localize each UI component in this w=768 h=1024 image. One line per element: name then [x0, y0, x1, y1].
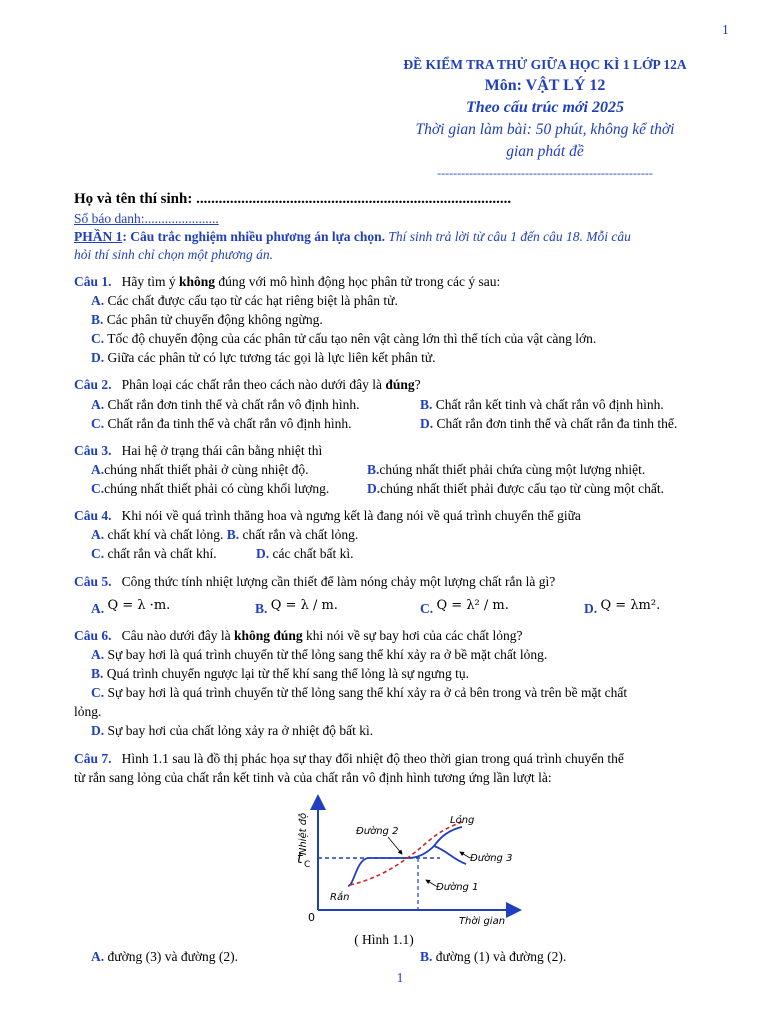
curve-3-pointer	[460, 852, 470, 858]
option-text: đường (1) và đường (2).	[435, 949, 567, 964]
option-text: các chất bất kì.	[272, 546, 354, 561]
option-letter: C.	[91, 685, 105, 700]
option-text: chất rắn và chất lỏng.	[242, 527, 359, 542]
option-letter: B.	[91, 666, 104, 681]
origin-label: 0	[308, 911, 315, 924]
curve-3-label: Đường 3	[470, 853, 513, 864]
page-number-top: 1	[722, 22, 729, 37]
option-text: Các chất được cấu tạo từ các hạt riêng biệt là phân tử.	[107, 293, 398, 308]
q5-option-b	[255, 596, 338, 615]
option-letter: D.	[91, 350, 105, 365]
q2-text-b: ?	[414, 377, 421, 392]
q4-option-d	[256, 545, 353, 563]
phase-change-diagram	[290, 790, 530, 930]
exam-time-line1: Thời gian làm bài: 50 phút, không kể thời	[415, 121, 675, 138]
question-3	[74, 442, 322, 460]
q4-options-ab	[91, 526, 358, 544]
option-letter: A.	[91, 462, 105, 477]
option-letter: D.	[91, 723, 105, 738]
q1-option-b	[91, 311, 323, 329]
q1-option-c	[91, 330, 596, 348]
q3-label: Câu 3.	[74, 443, 112, 458]
q4-option-c	[91, 545, 217, 563]
q6-option-c	[91, 684, 627, 702]
tc-subscript: C	[304, 860, 311, 870]
option-text: Tốc độ chuyển động của các phân tử cấu tạo nên vật càng lớn thì thể tích của vật càng lớn.	[107, 331, 597, 346]
q2-label: Câu 2.	[74, 377, 112, 392]
option-letter: B.	[420, 397, 433, 412]
option-letter: A.	[91, 647, 105, 662]
q1-text-a: Hãy tìm ý	[121, 274, 180, 289]
q4-label: Câu 4.	[74, 508, 112, 523]
tc-label: t	[297, 851, 303, 867]
q2-text-bold: đúng	[385, 377, 415, 392]
q2-option-a	[91, 396, 359, 414]
q6-label: Câu 6.	[74, 628, 112, 643]
q6-option-c-cont: lỏng.	[74, 704, 102, 719]
q1-option-d	[91, 349, 436, 367]
question-6	[74, 627, 523, 645]
option-letter: C.	[420, 601, 434, 616]
option-text: chất rắn và chất khí.	[107, 546, 217, 561]
exam-title: ĐỀ KIỂM TRA THỬ GIỮA HỌC KÌ 1 LỚP 12A	[403, 57, 687, 72]
option-text: Các phân tử chuyển động không ngừng.	[106, 312, 323, 327]
q7-option-a	[91, 948, 238, 966]
formula: Q = λ ·m.	[107, 598, 171, 613]
option-letter: D.	[420, 416, 434, 431]
part1-instruction-2: hỏi thí sinh chỉ chọn một phương án.	[74, 247, 274, 262]
q5-option-a	[91, 596, 170, 615]
q2-option-c	[91, 415, 352, 433]
part1-instruction-1: Thí sinh trả lời từ câu 1 đến câu 18. Mỗi câu	[384, 229, 631, 244]
option-text: Chất rắn kết tinh và chất rắn vô định hình.	[435, 397, 664, 412]
student-id-field: Số báo danh:......................	[74, 211, 219, 226]
option-text: Chất rắn đơn tinh thể và chất rắn đa tinh thể.	[436, 416, 678, 431]
question-4	[74, 507, 581, 525]
page-number-bottom: 1	[396, 970, 404, 985]
option-letter: B.	[226, 527, 240, 542]
option-text: đường (3) và đường (2).	[107, 949, 239, 964]
part1-label: PHẦN 1	[74, 229, 123, 244]
q1-text-b: đúng với mô hình động học phân tử trong các ý sau:	[215, 274, 501, 289]
q6-option-b	[91, 665, 469, 683]
formula: Q = λm².	[600, 598, 661, 613]
option-text: chúng nhất thiết phải được cấu tạo từ cùng một chất.	[380, 481, 664, 496]
option-text: Sự bay hơi là quá trình chuyển từ thể lỏng sang thể khí xảy ra ở cả bên trong và trên bề mặt chất	[107, 685, 628, 700]
option-letter: D.	[367, 481, 381, 496]
q5-option-c	[420, 596, 509, 615]
q5-option-d	[584, 596, 660, 615]
solid-label: Rắn	[330, 892, 350, 903]
curve-1-label: Đường 1	[436, 882, 479, 893]
option-text: Sự bay hơi là quá trình chuyển từ thể lỏng sang thể khí xảy ra ở bề mặt chất lỏng.	[107, 647, 548, 662]
x-axis-label: Thời gian	[458, 916, 506, 927]
q2-option-b	[420, 396, 664, 414]
option-letter: D.	[256, 546, 270, 561]
q1-text-bold: không	[179, 274, 216, 289]
q5-label: Câu 5.	[74, 574, 112, 589]
option-text: chúng nhất thiết phải ở cùng nhiệt độ.	[104, 462, 309, 477]
option-letter: A.	[91, 601, 105, 616]
option-text: Quá trình chuyển ngược lại từ thể khí sang thể lỏng là sự ngưng tụ.	[106, 666, 469, 681]
curve-3	[434, 846, 466, 864]
option-letter: A.	[91, 397, 105, 412]
formula: Q = λ / m.	[270, 598, 338, 613]
q7-text-1: Hình 1.1 sau là đồ thị phác họa sự thay đổi nhiệt độ theo thời gian trong quá trình chuyển thể	[121, 751, 624, 766]
q6-text-b: khi nói về sự bay hơi của các chất lỏng?	[302, 628, 523, 643]
option-text: chúng nhất thiết phải chứa cùng một lượng nhiệt.	[379, 462, 646, 477]
question-7	[74, 750, 624, 768]
option-letter: B.	[255, 601, 268, 616]
option-letter: B.	[91, 312, 104, 327]
part1-heading	[74, 228, 631, 246]
exam-subject: Môn: VẬT LÝ 12	[484, 77, 606, 94]
q3-option-d	[367, 480, 664, 498]
option-letter: C.	[91, 416, 105, 431]
option-text: Sự bay hơi của chất lỏng xảy ra ở nhiệt độ bất kì.	[107, 723, 374, 738]
q4-text: Khi nói về quá trình thăng hoa và ngưng kết là đang nói về quá trình chuyển thể giữa	[121, 508, 581, 523]
option-text: Chất rắn đơn tinh thể và chất rắn vô định hình.	[107, 397, 360, 412]
option-letter: C.	[91, 331, 105, 346]
option-letter: B.	[420, 949, 433, 964]
q6-option-a	[91, 646, 547, 664]
option-text: chúng nhất thiết phải có cùng khối lượng.	[104, 481, 330, 496]
q3-option-a	[91, 461, 308, 479]
q3-option-c	[91, 480, 329, 498]
option-text: Giữa các phân tử có lực tương tác gọi là lực liên kết phân tử.	[107, 350, 436, 365]
header-divider: ------------------------------------------------------	[437, 166, 653, 180]
q3-option-b	[367, 461, 645, 479]
q2-option-d	[420, 415, 677, 433]
q5-text: Công thức tính nhiệt lượng cần thiết để làm nóng chảy một lượng chất rắn là gì?	[121, 574, 556, 589]
option-text: chất khí và chất lỏng.	[107, 527, 224, 542]
option-letter: A.	[91, 949, 105, 964]
student-name-field: Họ và tên thí sinh: ....................................................................................	[74, 191, 512, 207]
exam-time-line2: gian phát đề	[506, 143, 584, 160]
option-letter: B.	[367, 462, 380, 477]
question-2	[74, 376, 421, 394]
q7-label: Câu 7.	[74, 751, 112, 766]
q1-label: Câu 1.	[74, 274, 112, 289]
y-axis-label: Nhiệt độ	[298, 812, 309, 856]
exam-structure: Theo cấu trúc mới 2025	[466, 99, 624, 116]
q3-text: Hai hệ ở trạng thái cân bằng nhiệt thì	[121, 443, 323, 458]
part1-title: : Câu trắc nghiệm nhiều phương án lựa chọn.	[122, 229, 385, 244]
q7-option-b	[420, 948, 566, 966]
option-letter: C.	[91, 546, 105, 561]
q7-text-2: từ rắn sang lỏng của chất rắn kết tinh và của chất rắn vô định hình tương ứng lần lượt là:	[74, 770, 552, 785]
option-letter: C.	[91, 481, 105, 496]
question-1	[74, 273, 500, 291]
q1-option-a	[91, 292, 398, 310]
liquid-label: Lỏng	[450, 815, 475, 826]
q6-text-a: Câu nào dưới đây là	[121, 628, 234, 643]
formula: Q = λ² / m.	[436, 598, 509, 613]
q6-option-d	[91, 722, 373, 740]
q6-text-bold: không đúng	[233, 628, 303, 643]
curve-1-pointer	[426, 880, 436, 886]
option-letter: D.	[584, 601, 598, 616]
option-letter: A.	[91, 527, 105, 542]
curve-2-pointer	[388, 837, 402, 854]
question-5	[74, 573, 555, 591]
figure-caption: ( Hình 1.1)	[354, 932, 414, 947]
option-text: Chất rắn đa tinh thể và chất rắn vô định hình.	[107, 416, 352, 431]
option-letter: A.	[91, 293, 105, 308]
curve-2-label: Đường 2	[356, 826, 399, 837]
q2-text-a: Phân loại các chất rắn theo cách nào dưới đây là	[121, 377, 386, 392]
